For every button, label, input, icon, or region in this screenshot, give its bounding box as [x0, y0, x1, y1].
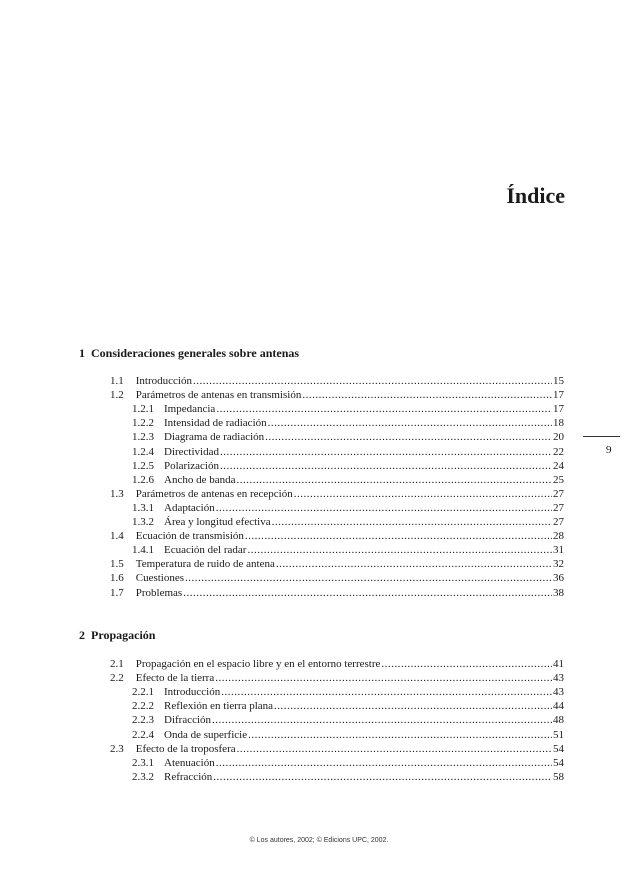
- toc-entry-page: 58: [553, 770, 564, 783]
- toc-entry-page: 27: [553, 487, 564, 500]
- toc-entry-page: 41: [553, 658, 564, 670]
- toc-entry: [132, 402, 564, 416]
- toc-entry-number: 1.4: [110, 530, 124, 543]
- toc-entry-number: 2.3.1: [132, 756, 154, 769]
- toc-entry: [132, 728, 564, 742]
- toc-dot-leader: [248, 728, 552, 742]
- toc-dot-leader: [220, 459, 552, 473]
- toc-entry-title: Problemas: [135, 586, 183, 599]
- toc-dot-leader: [221, 685, 552, 699]
- toc-entry-page: 17: [553, 389, 564, 402]
- toc-entry-page: 24: [553, 459, 564, 472]
- toc-dot-leader: [213, 770, 552, 784]
- toc-entry-number: 1.2.2: [132, 417, 154, 430]
- toc-entry: [132, 416, 564, 430]
- toc-entry-page: 36: [553, 572, 564, 585]
- toc-dot-leader: [215, 671, 552, 685]
- toc-dot-leader: [236, 473, 552, 487]
- margin-rule: [583, 436, 620, 437]
- toc-entry-number: 1.2.5: [132, 459, 154, 472]
- toc-entry-title: Adaptación: [164, 501, 215, 514]
- toc-entry: [132, 699, 564, 713]
- toc-entry-number: 1.6: [110, 572, 124, 585]
- chapter-heading-1: [79, 346, 299, 361]
- chapter-title: Consideraciones generales sobre antenas: [91, 346, 300, 360]
- toc-entry-number: 1.3.1: [132, 501, 154, 514]
- page-title: Índice: [506, 183, 565, 208]
- toc-entry-title: Efecto de la tierra: [135, 672, 215, 685]
- toc-entry-title: Propagación en el espacio libre y en el entorno terrestre: [135, 658, 381, 670]
- toc-entry: [132, 515, 564, 529]
- toc-entry: [132, 713, 564, 727]
- toc-entry: [132, 459, 564, 473]
- toc-entry-number: 1.5: [110, 558, 124, 571]
- toc-entry-title: Onda de superficie: [164, 728, 248, 741]
- toc-entry-title: Difracción: [164, 714, 212, 727]
- toc-entry-title: Cuestiones: [135, 572, 185, 585]
- toc-entry-page: 43: [553, 686, 564, 699]
- toc-entry: [110, 388, 564, 402]
- toc-entry-title: Introducción: [164, 686, 221, 699]
- toc-dot-leader: [274, 699, 552, 713]
- toc-dot-leader: [220, 445, 552, 459]
- toc-entry-page: 51: [553, 728, 564, 741]
- toc-entry-title: Parámetros de antenas en recepción: [135, 487, 293, 500]
- chapter-title: Propagación: [91, 628, 156, 642]
- toc-dot-leader: [294, 487, 552, 501]
- toc-entry: [110, 557, 564, 571]
- toc-entry-title: Reflexión en tierra plana: [164, 700, 274, 713]
- toc-entry-page: 15: [553, 375, 564, 387]
- toc-entry-number: 1.1: [110, 375, 124, 387]
- toc-entry-page: 48: [553, 714, 564, 727]
- toc-entry-title: Ecuación de transmisión: [135, 530, 244, 543]
- toc-entry-number: 1.2: [110, 389, 124, 402]
- toc-entry: [132, 543, 564, 557]
- toc-entry-page: 32: [553, 558, 564, 571]
- toc-entry: [110, 374, 564, 388]
- footer-copyright: © Los autores, 2002; © Edicions UPC, 2002.: [249, 837, 389, 844]
- toc-entry-page: 54: [553, 742, 564, 755]
- toc-entry-title: Diagrama de radiación: [164, 431, 265, 444]
- toc-entry-title: Intensidad de radiación: [164, 417, 267, 430]
- toc-entry-page: 54: [553, 756, 564, 769]
- toc-dot-leader: [216, 402, 552, 416]
- toc-entry-number: 2.1: [110, 658, 124, 670]
- toc-entry-number: 2.3.2: [132, 770, 154, 783]
- toc-entry-number: 1.4.1: [132, 544, 154, 557]
- toc-entry-title: Temperatura de ruido de antena: [135, 558, 275, 571]
- toc-entry-number: 2.2.4: [132, 728, 154, 741]
- toc-entry-page: 27: [553, 516, 564, 528]
- toc-entry-title: Impedancia: [164, 403, 216, 416]
- toc-entry-title: Ancho de banda: [164, 473, 236, 486]
- toc-entry-title: Introducción: [135, 375, 192, 387]
- toc-entry-title: Ecuación del radar: [164, 544, 247, 557]
- toc-entry-title: Directividad: [164, 445, 219, 458]
- toc-entry-number: 2.2.2: [132, 700, 154, 713]
- toc-dot-leader: [237, 742, 552, 756]
- toc-entry-page: 17: [553, 403, 564, 416]
- toc-entry-page: 25: [553, 473, 564, 486]
- toc-entry: [110, 571, 564, 585]
- toc-dot-leader: [212, 713, 552, 727]
- toc-entry: [132, 430, 564, 444]
- toc-entry-page: 22: [553, 445, 564, 458]
- chapter-number: 1: [79, 346, 85, 360]
- toc-entry: [132, 685, 564, 699]
- toc-dot-leader: [381, 657, 552, 671]
- toc-dot-leader: [183, 586, 552, 600]
- toc-entry-number: 1.2.6: [132, 473, 154, 486]
- toc-dot-leader: [272, 515, 552, 529]
- toc-dot-leader: [276, 557, 552, 571]
- toc-dot-leader: [268, 416, 552, 430]
- toc-entry-number: 1.3: [110, 487, 124, 500]
- toc-entry-title: Refracción: [164, 770, 213, 783]
- toc-entry-number: 1.2.4: [132, 445, 154, 458]
- chapter-heading-2: [79, 628, 155, 643]
- toc-entry-title: Efecto de la troposfera: [135, 742, 236, 755]
- page-number: 9: [606, 444, 612, 456]
- toc-dot-leader: [193, 374, 552, 388]
- toc-entry: [132, 445, 564, 459]
- toc-dot-leader: [216, 756, 552, 770]
- toc-entry-title: Parámetros de antenas en transmisión: [135, 389, 302, 402]
- toc-entry-title: Área y longitud efectiva: [164, 516, 271, 528]
- toc-entry: [110, 586, 564, 600]
- toc-dot-leader: [265, 430, 552, 444]
- toc-entry: [110, 657, 564, 671]
- toc-dot-leader: [185, 571, 552, 585]
- toc-entry-number: 1.2.1: [132, 403, 154, 416]
- toc-entry-page: 38: [553, 586, 564, 599]
- toc-entry-number: 2.2: [110, 672, 124, 685]
- toc-entry-page: 31: [553, 544, 564, 557]
- toc-dot-leader: [245, 529, 552, 543]
- toc-entry-page: 43: [553, 672, 564, 685]
- toc-dot-leader: [247, 543, 552, 557]
- toc-entry-page: 18: [553, 417, 564, 430]
- toc-entry-page: 44: [553, 700, 564, 713]
- toc-entry: [132, 473, 564, 487]
- toc-entry-number: 1.2.3: [132, 431, 154, 444]
- toc-entry-title: Atenuación: [164, 756, 215, 769]
- toc-entry: [132, 501, 564, 515]
- toc-entry: [132, 770, 564, 784]
- toc-entry-number: 1.7: [110, 586, 124, 599]
- toc-entry: [110, 742, 564, 756]
- toc-entry-number: 1.3.2: [132, 516, 154, 528]
- toc-entry: [110, 671, 564, 685]
- toc-entry-page: 28: [553, 530, 564, 543]
- toc-entry-number: 2.2.3: [132, 714, 154, 727]
- toc-entry-page: 20: [553, 431, 564, 444]
- toc-entry: [110, 529, 564, 543]
- toc-entry-title: Polarización: [164, 459, 219, 472]
- toc-entry-number: 2.3: [110, 742, 124, 755]
- toc-dot-leader: [216, 501, 552, 515]
- toc-entry-number: 2.2.1: [132, 686, 154, 699]
- chapter-number: 2: [79, 628, 85, 642]
- toc-entry-page: 27: [553, 501, 564, 514]
- toc-dot-leader: [302, 388, 552, 402]
- toc-entry: [110, 487, 564, 501]
- toc-entry: [132, 756, 564, 770]
